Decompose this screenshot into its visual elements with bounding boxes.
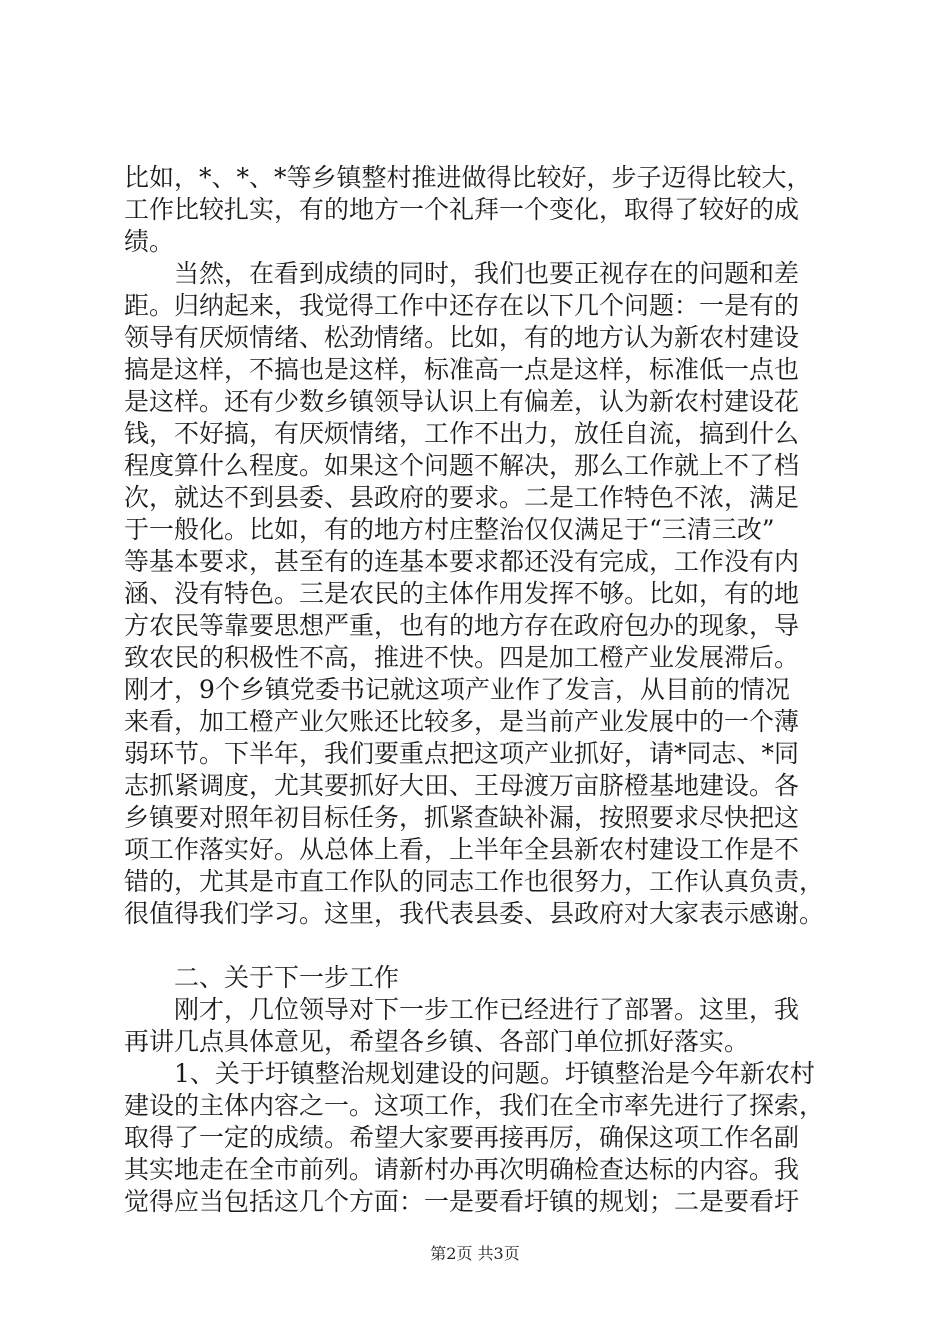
text-line: 涵、没有特色。三是农民的主体作用发挥不够。比如，有的地 bbox=[124, 579, 800, 608]
text-line: 距。归纳起来，我觉得工作中还存在以下几个问题：一是有的 bbox=[124, 291, 800, 320]
text-line: 再讲几点具体意见，希望各乡镇、各部门单位抓好落实。 bbox=[124, 1027, 750, 1056]
text-line: 领导有厌烦情绪、松劲情绪。比如，有的地方认为新农村建设 bbox=[124, 323, 800, 352]
text-line: 取得了一定的成绩。希望大家要再接再厉，确保这项工作名副 bbox=[124, 1123, 800, 1152]
text-line: 刚才，9个乡镇党委书记就这项产业作了发言，从目前的情况 bbox=[124, 675, 790, 704]
text-line-overflow: 觉得应当包括这几个方面：一是要看圩镇的规划；二是要看圩 bbox=[124, 1187, 800, 1216]
text-line: 致农民的积极性不高，推进不快。四是加工橙产业发展滞后。 bbox=[124, 643, 800, 672]
text-line: 于一般化。比如，有的地方村庄整治仅仅满足于“三清三改” bbox=[124, 515, 775, 544]
text-line: 乡镇要对照年初目标任务，抓紧查缺补漏，按照要求尽快把这 bbox=[124, 803, 800, 832]
section-heading: 二、关于下一步工作 bbox=[124, 963, 400, 992]
text-line: 建设的主体内容之一。这项工作，我们在全市率先进行了探索， bbox=[124, 1091, 825, 1120]
text-line: 刚才，几位领导对下一步工作已经进行了部署。这里，我 bbox=[124, 995, 800, 1024]
page-number-footer: 第2页 共3页 bbox=[430, 1244, 520, 1263]
text-line: 来看，加工橙产业欠账还比较多，是当前产业发展中的一个薄 bbox=[124, 707, 800, 736]
text-line: 1、关于圩镇整治规划建设的问题。圩镇整治是今年新农村 bbox=[124, 1059, 815, 1088]
text-line: 方农民等靠要思想严重，也有的地方存在政府包办的现象，导 bbox=[124, 611, 800, 640]
text-line: 工作比较扎实，有的地方一个礼拜一个变化，取得了较好的成 bbox=[124, 195, 800, 224]
text-line: 很值得我们学习。这里，我代表县委、县政府对大家表示感谢。 bbox=[124, 899, 825, 928]
text-line: 次，就达不到县委、县政府的要求。二是工作特色不浓，满足 bbox=[124, 483, 800, 512]
text-line: 是这样。还有少数乡镇领导认识上有偏差，认为新农村建设花 bbox=[124, 387, 800, 416]
text-line: 当然，在看到成绩的同时，我们也要正视存在的问题和差 bbox=[124, 259, 800, 288]
text-line: 等基本要求，甚至有的连基本要求都还没有完成，工作没有内 bbox=[124, 547, 800, 576]
text-line: 错的，尤其是市直工作队的同志工作也很努力，工作认真负责， bbox=[124, 867, 825, 896]
text-line: 弱环节。下半年，我们要重点把这项产业抓好，请*同志、*同 bbox=[124, 739, 800, 768]
text-line: 搞是这样，不搞也是这样，标准高一点是这样，标准低一点也 bbox=[124, 355, 800, 384]
text-line: 比如，*、*、*等乡镇整村推进做得比较好，步子迈得比较大， bbox=[124, 163, 812, 192]
text-line: 项工作落实好。从总体上看，上半年全县新农村建设工作是不 bbox=[124, 835, 800, 864]
text-line: 其实地走在全市前列。请新村办再次明确检查达标的内容。我 bbox=[124, 1155, 800, 1184]
text-line: 程度算什么程度。如果这个问题不解决，那么工作就上不了档 bbox=[124, 451, 800, 480]
text-line: 钱，不好搞，有厌烦情绪，工作不出力，放任自流，搞到什么 bbox=[124, 419, 800, 448]
text-line: 绩。 bbox=[124, 227, 175, 256]
text-line: 志抓紧调度，尤其要抓好大田、王母渡万亩脐橙基地建设。各 bbox=[124, 771, 800, 800]
